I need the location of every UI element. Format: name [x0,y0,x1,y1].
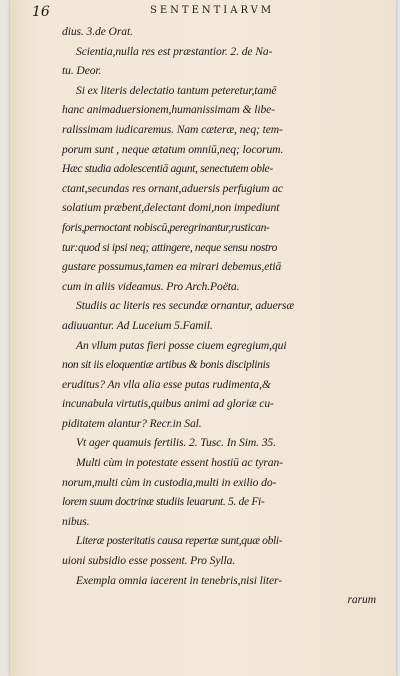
text-line: Studiis ac literis res secundæ ornantur, aduersæ [76,299,294,313]
text-line: dius. 3.de Orat. [62,25,133,38]
text-line: ctant,secundas res ornant,aduersis perfugium ac [62,181,283,195]
book-page [10,0,396,676]
text-line: Scientia,nulla res est præstantior. 2. de Na- [76,44,273,58]
text-line: Hæc studia adolescentiā agunt, senectutem oble- [62,162,273,176]
catchword: rarum [347,593,376,607]
text-line: piditatem alantur? Recr.in Sal. [62,416,202,430]
text-line: Vt ager quamuis fertilis. 2. Tusc. In Sim. 35. [76,436,276,450]
text-line: Literæ posteritatis causa repertæ sunt,quæ obli- [76,534,283,548]
running-title: SENTENTIARVM [150,5,275,16]
text-line: Exempla omnia iacerent in tenebris,nisi liter- [76,573,282,587]
text-line: non sit iis eloquentiæ artibus & bonis disciplinis [62,358,270,372]
text-line: norum,multi cùm in custodia,multi in exilio do- [62,475,277,489]
text-line: ralissimam iudicaremus. Nam cæteræ, neq; tem- [62,122,283,136]
text-line: incunabula virtutis,quibus animi ad gloriæ cu- [62,397,274,411]
text-line: eruditus? An vlla alia esse putas rudimenta,& [62,377,271,391]
text-line: adiuuantur. Ad Luceium 5.Famil. [62,318,213,332]
text-line: foris,pernoctant nobiscū,peregrinantur,rustican- [62,220,270,234]
text-line: gustare possumus,tamen ea mirari debemus,etiā [62,260,282,274]
text-line: tur:quod si ipsi neq; attingere, neque sensu nostro [62,240,278,254]
text-line: lorem suum doctrinæ studiis leuarunt. 5. de Fi- [62,495,265,509]
text-line: cum in aliis videamus. Pro Arch.Poëta. [62,279,240,293]
text-line: solatium præbent,delectant domi,non impediunt [62,201,280,215]
text-block [62,22,380,610]
text-line: An vllum putas fieri posse ciuem egregium,qui [76,338,287,352]
text-line: porum sunt , neque ætatum omniū,neq; locorum. [62,142,284,156]
text-line: nibus. [62,514,90,528]
page-header [32,4,372,22]
text-line: hanc animaduersionem,humanissimam & libe- [62,103,275,117]
text-line: Si ex literis delectatio tantum peteretur,tamē [76,83,277,97]
text-line: tu. Deor. [62,64,102,78]
page-number: 16 [32,4,50,20]
text-line: Multi cùm in potestate essent hostiū ac tyran- [76,456,283,470]
text-line: uioni subsidio esse possent. Pro Sylla. [62,554,236,568]
